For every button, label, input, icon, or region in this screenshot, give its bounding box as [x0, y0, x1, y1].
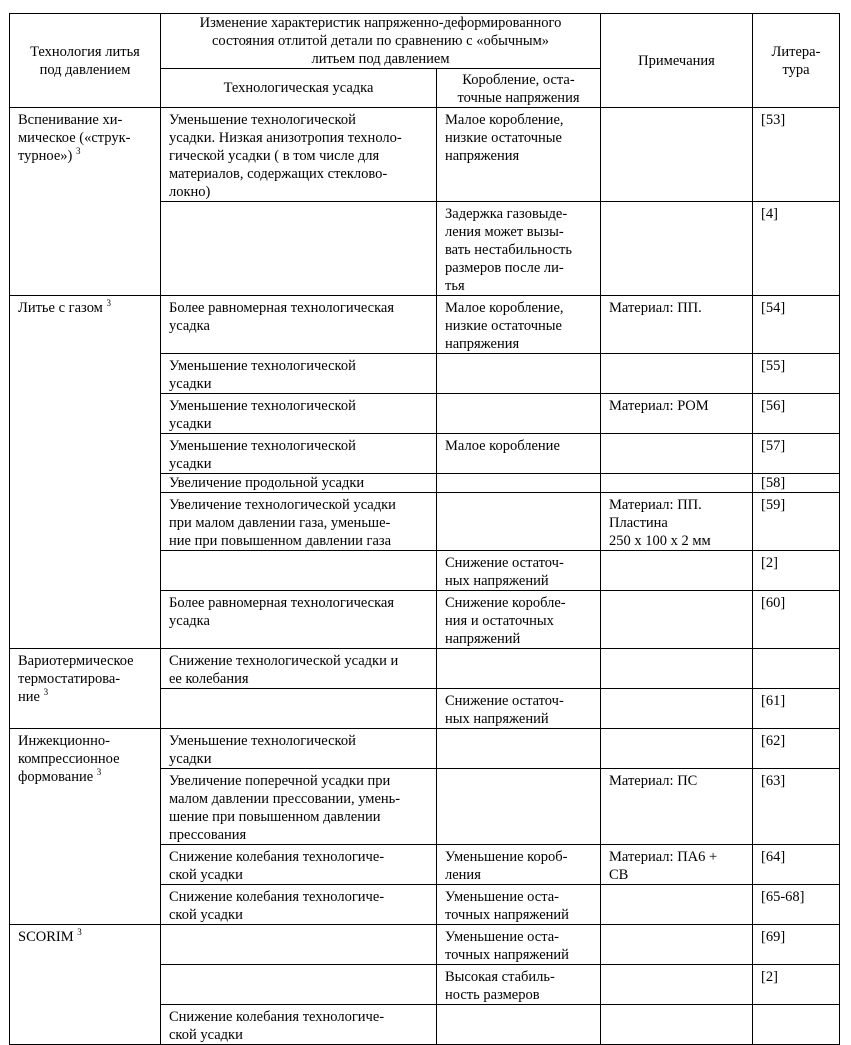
ref-cell: [56] [753, 394, 840, 434]
warpage-cell: Уменьшение оста- точных напряжений [437, 925, 601, 965]
shrinkage-cell: Уменьшение технологической усадки [161, 354, 437, 394]
warpage-cell: Малое коробление [437, 434, 601, 474]
warpage-cell [437, 394, 601, 434]
note-cell [601, 965, 753, 1005]
shrinkage-cell [161, 551, 437, 591]
note-cell: Материал: ПА6 + СВ [601, 845, 753, 885]
note-cell [601, 649, 753, 689]
note-cell [601, 474, 753, 493]
note-cell: Материал: ПП. Пластина 250 х 100 х 2 мм [601, 493, 753, 551]
tech-label: Литье с газом [18, 300, 103, 316]
warpage-cell: Снижение коробле- ния и остаточных напряжений [437, 591, 601, 649]
ref-cell: [53] [753, 108, 840, 202]
ref-cell: [58] [753, 474, 840, 493]
tech-cell [10, 649, 161, 729]
ref-cell: [64] [753, 845, 840, 885]
note-cell [601, 925, 753, 965]
note-cell: Материал: POM [601, 394, 753, 434]
warpage-cell: Уменьшение оста- точных напряжений [437, 885, 601, 925]
ref-cell: [62] [753, 729, 840, 769]
warpage-cell: Малое коробление, низкие остаточные напряжения [437, 108, 601, 202]
header-technology: Технология литья под давлением [10, 14, 161, 108]
shrinkage-cell: Увеличение поперечной усадки при малом давлении прессовании, умень- шение при повышенном давлении прессования [161, 769, 437, 845]
warpage-cell [437, 493, 601, 551]
shrinkage-cell [161, 965, 437, 1005]
note-cell [601, 354, 753, 394]
shrinkage-cell: Уменьшение технологической усадки [161, 434, 437, 474]
warpage-cell [437, 474, 601, 493]
tech-label: Вспенивание хи- мическое («струк- турное») [18, 112, 131, 164]
ref-cell: [57] [753, 434, 840, 474]
warpage-cell: Уменьшение короб- ления [437, 845, 601, 885]
warpage-cell [437, 1005, 601, 1045]
note-cell [601, 689, 753, 729]
note-cell: Материал: ПС [601, 769, 753, 845]
note-cell [601, 202, 753, 296]
ref-cell [753, 649, 840, 689]
literature-table [9, 13, 840, 1045]
shrinkage-cell [161, 925, 437, 965]
ref-cell: [63] [753, 769, 840, 845]
tech-label: Инжекционно- компрессионное формование [18, 733, 120, 785]
warpage-cell [437, 729, 601, 769]
ref-cell: [59] [753, 493, 840, 551]
shrinkage-cell: Снижение технологической усадки и ее колебания [161, 649, 437, 689]
note-cell [601, 108, 753, 202]
shrinkage-cell: Снижение колебания технологиче- ской усадки [161, 845, 437, 885]
note-cell [601, 434, 753, 474]
footnote-mark: 3 [106, 298, 111, 309]
shrinkage-cell [161, 689, 437, 729]
shrinkage-cell: Более равномерная технологическая усадка [161, 591, 437, 649]
warpage-cell: Высокая стабиль- ность размеров [437, 965, 601, 1005]
shrinkage-cell: Более равномерная технологическая усадка [161, 296, 437, 354]
ref-cell: [54] [753, 296, 840, 354]
note-cell [601, 1005, 753, 1045]
shrinkage-cell: Увеличение технологической усадки при малом давлении газа, уменьше- ние при повышенном давлении газа [161, 493, 437, 551]
warpage-cell [437, 354, 601, 394]
footnote-mark: 3 [75, 146, 81, 157]
warpage-cell: Задержка газовыде- ления может вызы- вать нестабильность размеров после ли- тья [437, 202, 601, 296]
ref-cell: [2] [753, 551, 840, 591]
footnote-mark: 3 [43, 687, 49, 698]
ref-cell: [2] [753, 965, 840, 1005]
warpage-cell [437, 769, 601, 845]
ref-cell: [65-68] [753, 885, 840, 925]
footnote-mark: 3 [96, 767, 102, 778]
header-notes: Примечания [601, 14, 753, 108]
shrinkage-cell: Уменьшение технологической усадки. Низкая анизотропия техноло- гической усадки ( в том числе для материалов, содержащих стеклово- локно) [161, 108, 437, 202]
note-cell [601, 551, 753, 591]
tech-cell [10, 108, 161, 296]
header-literature: Литера- тура [753, 14, 840, 108]
note-cell: Материал: ПП. [601, 296, 753, 354]
ref-cell: [61] [753, 689, 840, 729]
shrinkage-cell: Увеличение продольной усадки [161, 474, 437, 493]
ref-cell: [69] [753, 925, 840, 965]
warpage-cell [437, 649, 601, 689]
footnote-mark: 3 [77, 927, 82, 938]
header-warpage: Коробление, оста- точные напряжения [437, 69, 601, 108]
shrinkage-cell: Уменьшение технологической усадки [161, 729, 437, 769]
header-change-group: Изменение характеристик напряженно-деформированного состояния отлитой детали по сравнению с «обычным» литьем под давлением [161, 14, 601, 69]
ref-cell: [4] [753, 202, 840, 296]
ref-cell: [60] [753, 591, 840, 649]
ref-cell [753, 1005, 840, 1045]
shrinkage-cell: Уменьшение технологической усадки [161, 394, 437, 434]
tech-cell [10, 729, 161, 925]
tech-cell [10, 296, 161, 649]
note-cell [601, 591, 753, 649]
shrinkage-cell [161, 202, 437, 296]
shrinkage-cell: Снижение колебания технологиче- ской усадки [161, 885, 437, 925]
warpage-cell: Снижение остаточ- ных напряжений [437, 551, 601, 591]
header-shrinkage: Технологическая усадка [161, 69, 437, 108]
tech-label: Вариотермическое термостатирова- ние [18, 653, 134, 705]
shrinkage-cell: Снижение колебания технологиче- ской усадки [161, 1005, 437, 1045]
note-cell [601, 729, 753, 769]
tech-label: SCORIM [18, 929, 74, 945]
tech-cell [10, 925, 161, 1045]
ref-cell: [55] [753, 354, 840, 394]
warpage-cell: Снижение остаточ- ных напряжений [437, 689, 601, 729]
note-cell [601, 885, 753, 925]
warpage-cell: Малое коробление, низкие остаточные напряжения [437, 296, 601, 354]
